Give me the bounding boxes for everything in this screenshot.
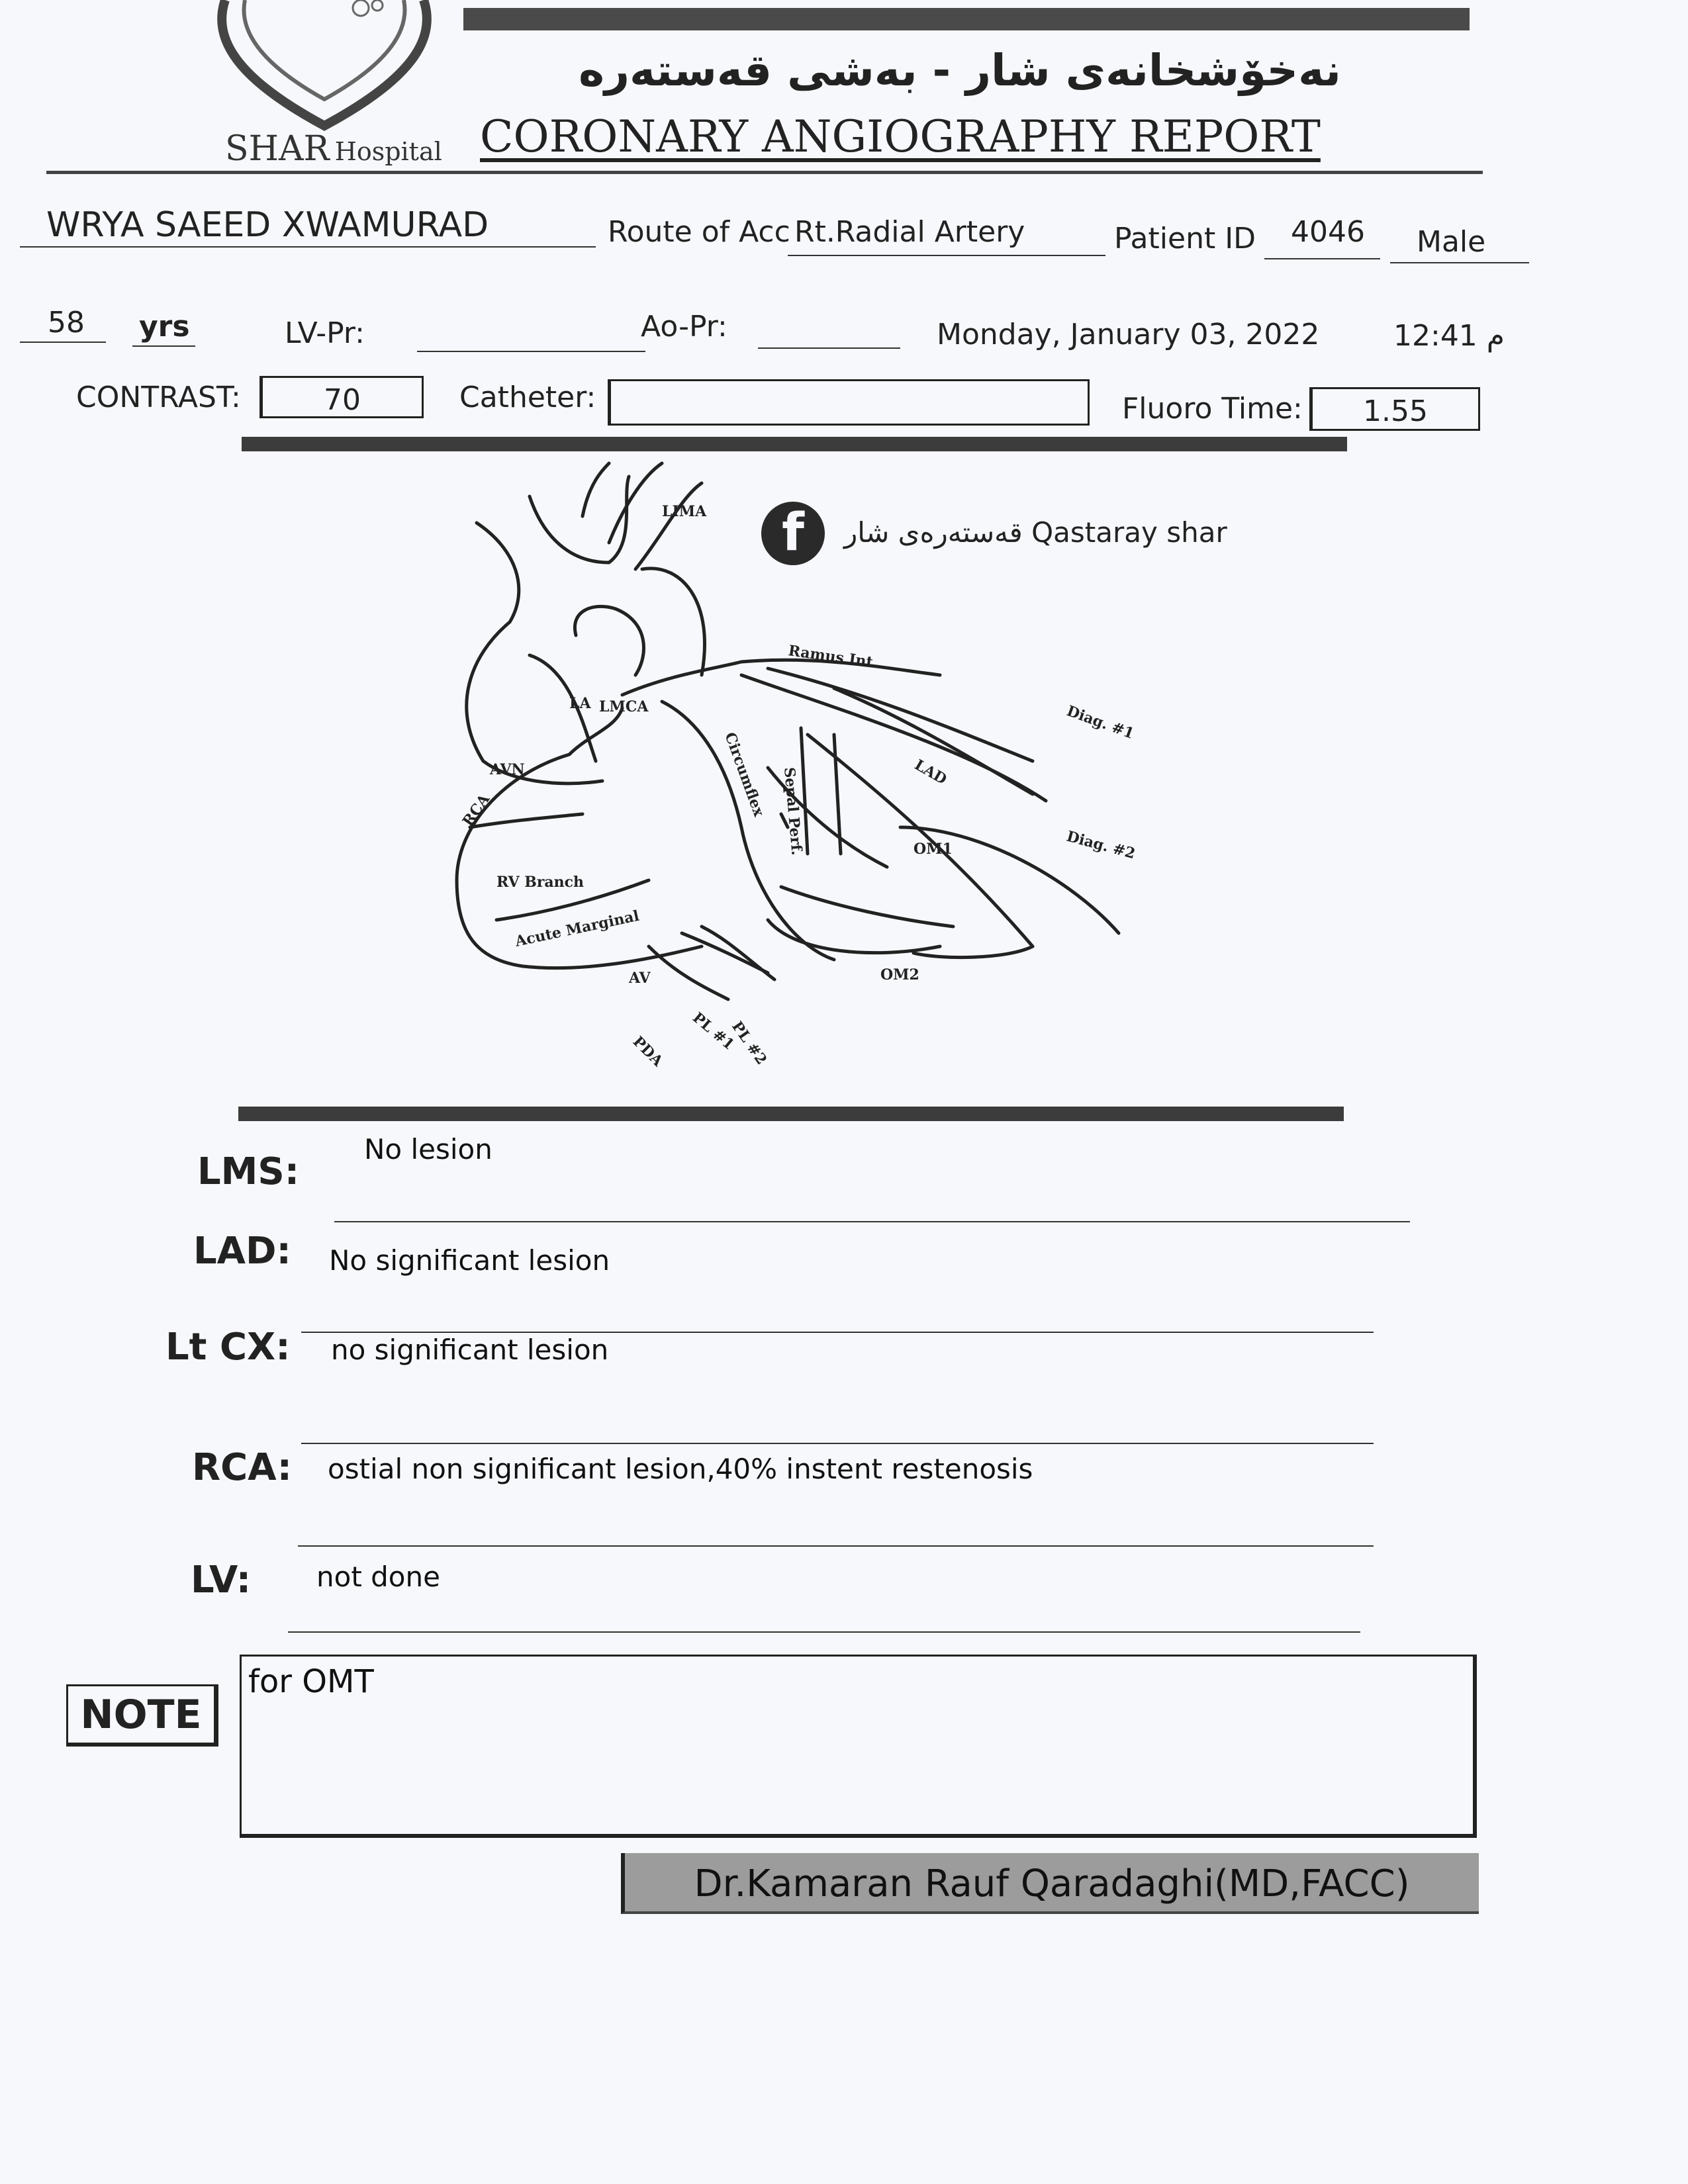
label-sepal: Sepal Perf. xyxy=(780,766,806,856)
label-om1: OM1 xyxy=(914,841,953,858)
finding-lms-label: LMS: xyxy=(197,1150,300,1193)
contrast-label: CONTRAST: xyxy=(76,381,241,414)
note-label-box xyxy=(66,1684,218,1747)
catheter-box xyxy=(608,379,1090,426)
age-unit-underline xyxy=(132,345,195,347)
label-avn: AVN xyxy=(490,761,525,778)
label-pda: PDA xyxy=(629,1032,667,1070)
finding-lcx-text: no significant lesion xyxy=(331,1334,609,1366)
catheter-label: Catheter: xyxy=(459,381,596,414)
circumflex xyxy=(662,702,834,960)
facebook-icon: f xyxy=(761,502,825,565)
patient-sex: Male xyxy=(1417,225,1486,259)
rv-branch xyxy=(470,814,583,827)
finding-lv-label: LV: xyxy=(191,1559,252,1602)
name-underline xyxy=(20,246,596,248)
label-ramus: Ramus Int. xyxy=(787,642,879,672)
la-outline xyxy=(575,606,643,675)
vessel-1 xyxy=(583,463,609,516)
diagram-bottom-bar xyxy=(238,1107,1344,1121)
label-lima: LIMA xyxy=(662,503,707,520)
logo-name: SHAR Hospital xyxy=(225,129,442,169)
patient-id-label: Patient ID xyxy=(1114,222,1256,255)
label-lad: LAD xyxy=(912,756,950,789)
contrast-value: 70 xyxy=(324,383,361,417)
coronary-diagram xyxy=(371,457,1231,1105)
finding-rca-line xyxy=(298,1545,1374,1547)
doctor-name: Dr.Kamaran Rauf Qaradaghi(MD,FACC) xyxy=(694,1862,1410,1905)
sex-underline xyxy=(1390,262,1529,263)
label-diag1: Diag. #1 xyxy=(1064,702,1137,743)
label-om2: OM2 xyxy=(880,966,919,983)
vessel-3 xyxy=(635,483,702,569)
finding-lad-line xyxy=(301,1332,1374,1333)
finding-rca-text: ostial non significant lesion,40% instent restenosis xyxy=(328,1453,1033,1485)
note-label: NOTE xyxy=(80,1692,202,1738)
report-title: CORONARY ANGIOGRAPHY REPORT xyxy=(480,111,1321,162)
label-rv-branch: RV Branch xyxy=(496,874,585,891)
fluoro-label: Fluoro Time: xyxy=(1122,392,1303,426)
vessel-2 xyxy=(609,463,662,543)
age-underline xyxy=(20,341,106,343)
note-text: for OMT xyxy=(248,1663,374,1700)
fluoro-box xyxy=(1309,387,1480,431)
finding-rca-label: RCA: xyxy=(192,1446,292,1489)
report-time: م 12:41 xyxy=(1393,319,1505,353)
header-divider xyxy=(46,171,1483,174)
ao-right-wall xyxy=(642,569,704,675)
label-rca: RCA xyxy=(459,791,494,830)
finding-lv-line xyxy=(288,1631,1360,1633)
finding-lad-label: LAD: xyxy=(193,1230,291,1273)
om2-upper xyxy=(781,887,953,927)
finding-lms-line xyxy=(334,1221,1410,1222)
finding-lms-text: No lesion xyxy=(364,1133,492,1165)
note-box xyxy=(240,1655,1477,1838)
label-lmca: LMCA xyxy=(599,698,649,715)
diag-1 xyxy=(768,668,1033,761)
patient-id-value: 4046 xyxy=(1291,215,1365,249)
route-underline xyxy=(788,255,1105,256)
lv-pr-label: LV-Pr: xyxy=(285,316,365,350)
fluoro-value: 1.55 xyxy=(1363,394,1428,428)
finding-lcx-line xyxy=(301,1443,1374,1444)
route-label: Route of Acc xyxy=(608,215,790,249)
label-diag2: Diag. #2 xyxy=(1064,827,1137,863)
finding-lcx-label: Lt CX: xyxy=(165,1326,291,1369)
info-bottom-bar xyxy=(242,437,1347,451)
age-unit: yrs xyxy=(139,310,190,343)
finding-lad-text: No significant lesion xyxy=(329,1244,610,1277)
aorta-arch xyxy=(530,477,629,563)
ao-pr-label: Ao-Pr: xyxy=(641,310,727,343)
report-date: Monday, January 03, 2022 xyxy=(937,318,1320,351)
route-value: Rt.Radial Artery xyxy=(794,215,1025,249)
lv-pr-underline xyxy=(417,351,645,352)
label-acute-marginal: Acute Marginal xyxy=(513,907,641,950)
header-top-bar xyxy=(463,8,1470,30)
patient-id-underline xyxy=(1264,258,1380,259)
label-circumflex: Circumflex xyxy=(721,730,768,819)
contrast-box xyxy=(259,376,424,418)
label-pl1: PL #1 xyxy=(689,1009,738,1054)
label-la: LA xyxy=(569,695,591,712)
pl-2 xyxy=(702,927,774,979)
om2 xyxy=(768,920,940,953)
patient-age: 58 xyxy=(48,306,85,340)
doctor-bar xyxy=(621,1853,1479,1914)
facebook-text: قەستەرەی شار Qastaray shar xyxy=(844,516,1227,549)
kurdish-title: نەخۆشخانەی شار - بەشی قەستەرە xyxy=(579,45,1341,96)
label-av: AV xyxy=(629,970,651,987)
ao-pr-underline xyxy=(758,347,900,349)
label-pl2: PL #2 xyxy=(728,1018,771,1068)
finding-lv-text: not done xyxy=(316,1561,440,1593)
patient-name: WRYA SAEED XWAMURAD xyxy=(46,205,489,245)
